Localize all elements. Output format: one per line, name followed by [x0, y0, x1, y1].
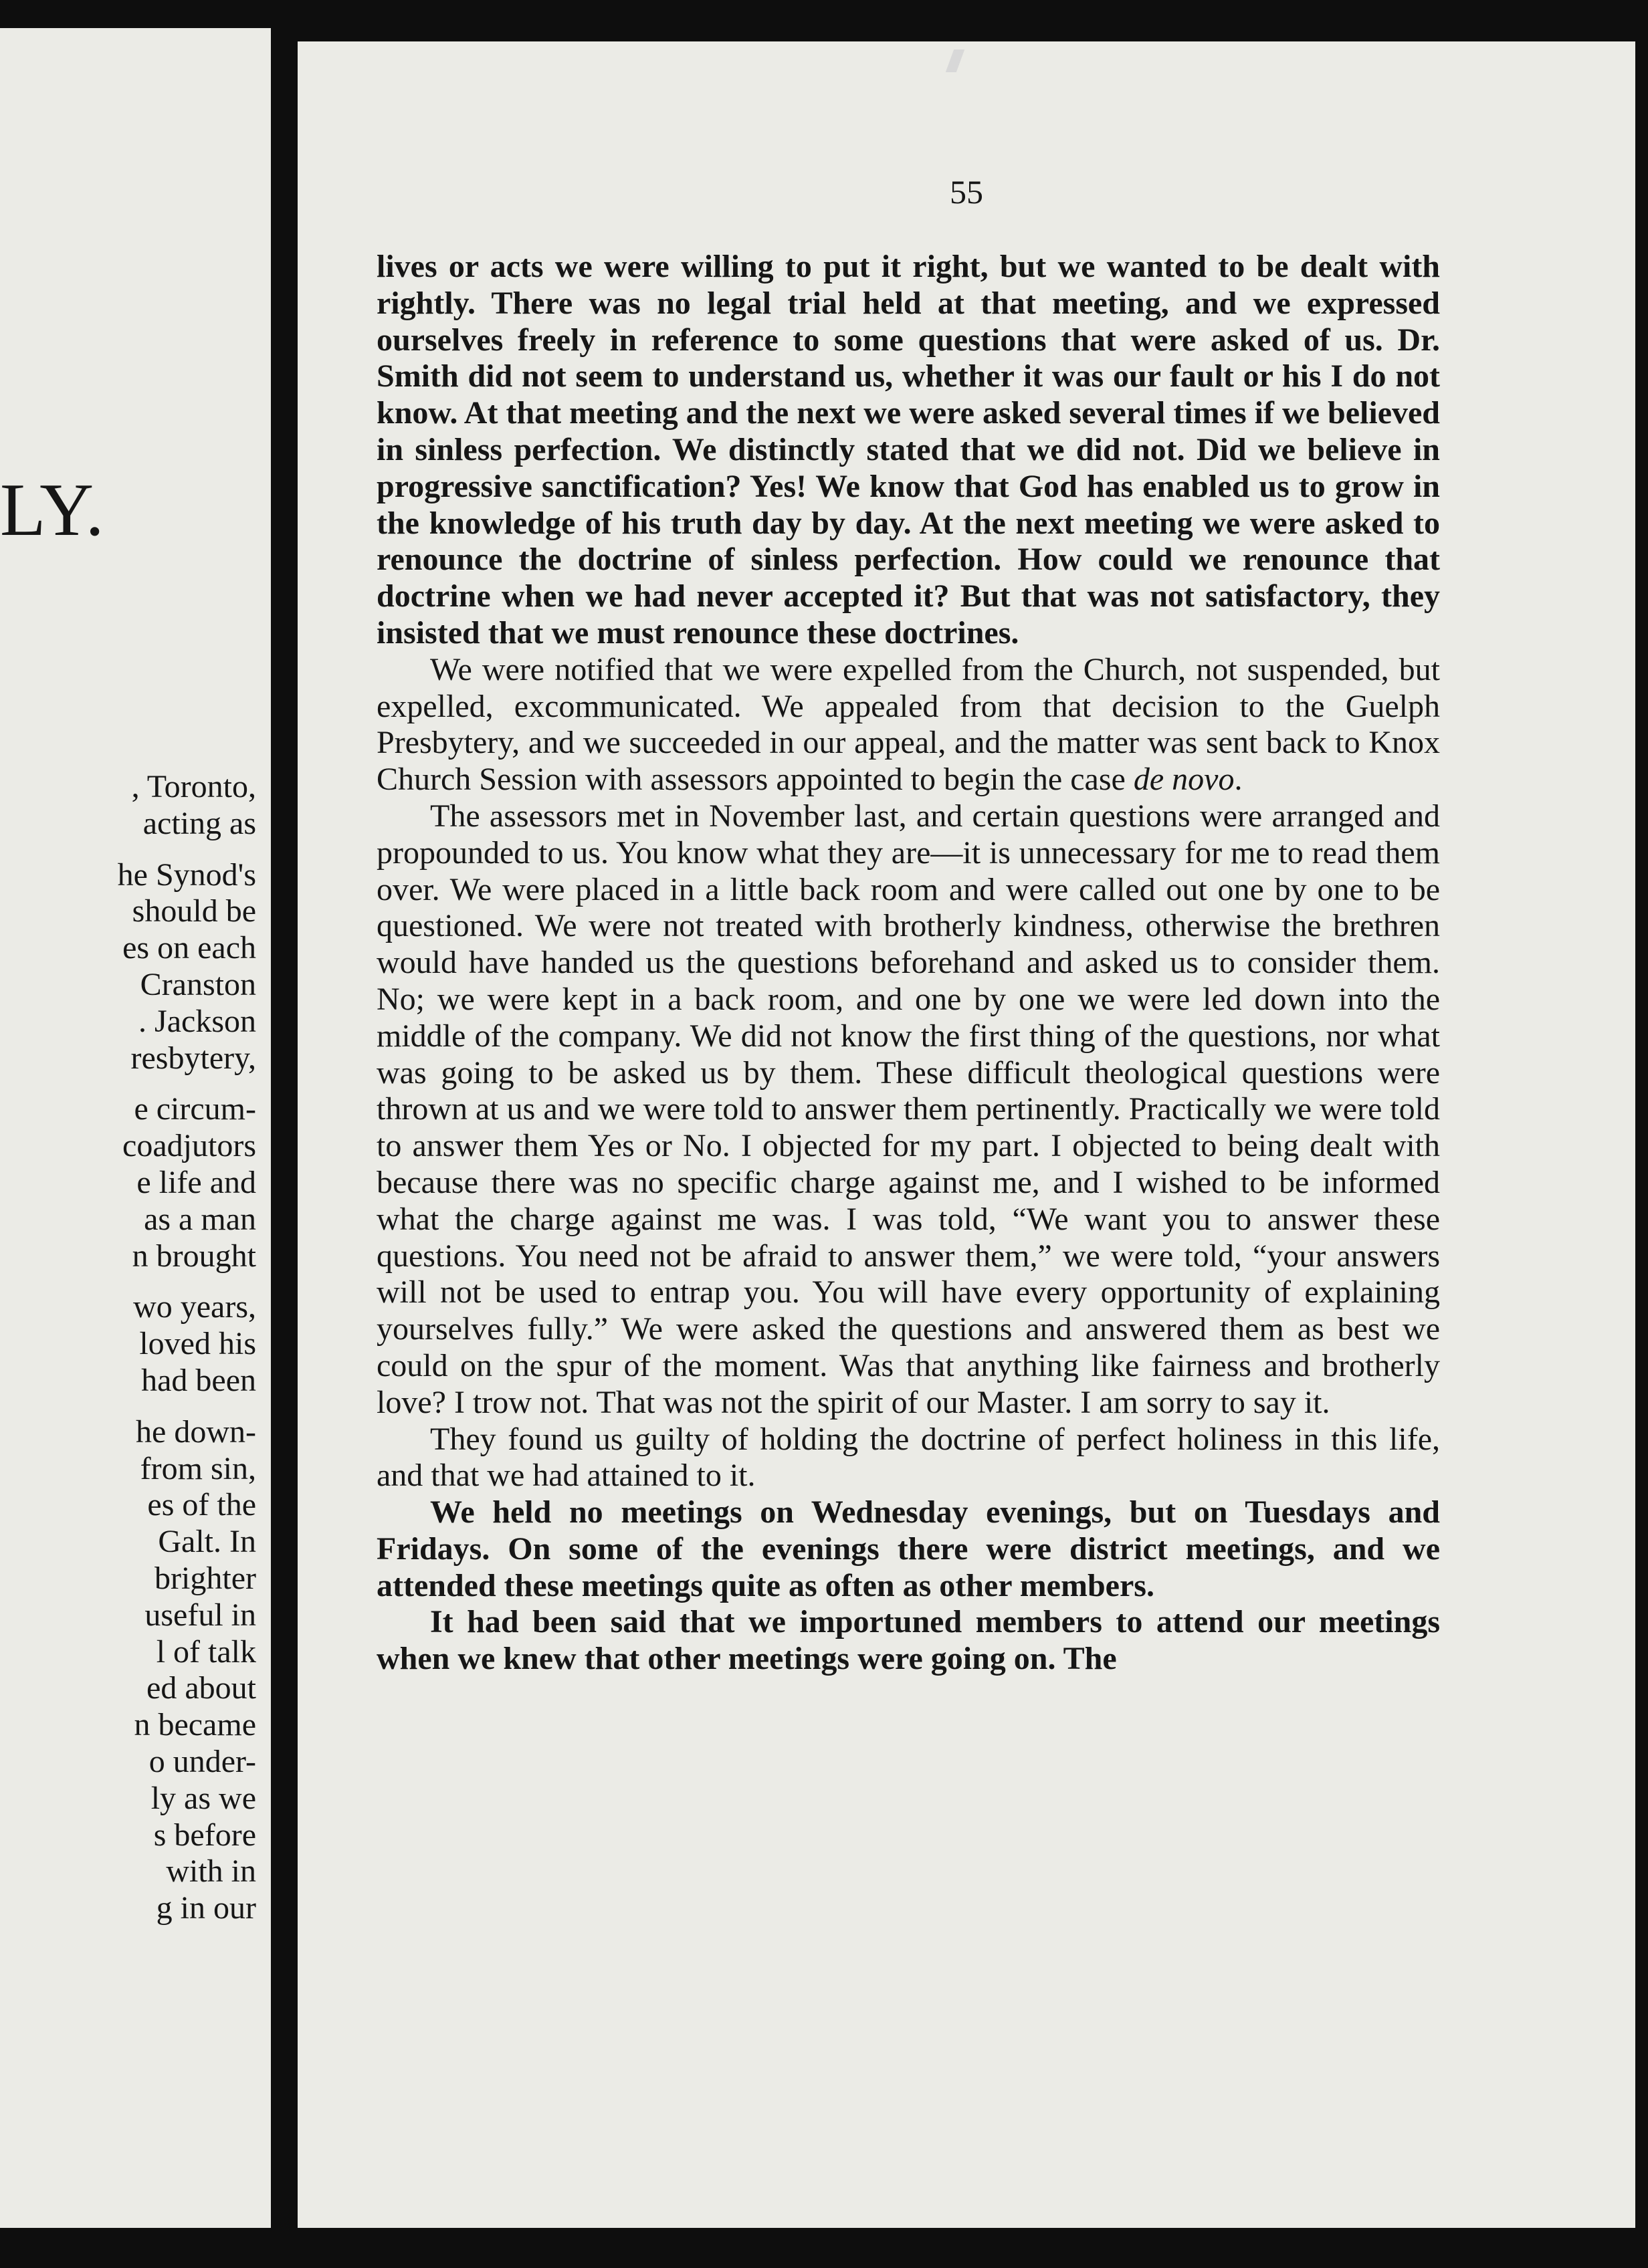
- paragraph-6: It had been said that we importuned members to attend our meetings when we knew that other meetings were going on. The: [377, 1604, 1440, 1677]
- previous-page-line: with in: [158, 1853, 256, 1890]
- previous-page-line: Cranston: [132, 966, 256, 1002]
- paragraph-2: [377, 652, 1440, 798]
- previous-page-line: loved his: [139, 1326, 256, 1362]
- previous-page-line: should be: [124, 893, 256, 929]
- paragraph-2-text: We were notified that we were expelled from the Church, not suspended, but expelled, excommunicated. We appealed from that decision to the Guelph Presbytery, and we succeeded in our appeal, and the matter was sent back to Knox Church Session with assessors appointed to begin the case: [377, 651, 1440, 798]
- previous-page-line: acting as: [134, 805, 256, 841]
- body-text: [377, 249, 1440, 1678]
- previous-page-line: e circum-: [134, 1091, 256, 1127]
- paragraph-3: The assessors met in November last, and certain questions were arranged and propounded to us. You know what they are—it is unnecessary for me to read them over. We were placed in a little back room and were called out one by one to be questioned. We were not treated with brotherly kindness, otherwise the brethren would have handed us the questions beforehand and asked us to consider them. No; we were kept in a back room, and one by one we were led down into the middle of the company. We did not know the first thing of the questions, nor what was going to be asked us by them. These difficult theological questions were thrown at us and we were told to answer them pertinently. Practically we were told to answer them Yes or No. I objected for my part. I objected to being dealt with because there was no specific charge against me, and I wished to be informed what the charge against me was. I was told, “We want you to answer these questions. You need not be afraid to answer them,” we were told, “your answers will not be used to entrap you. You will have every opportunity of explaining yourselves fully.” We were asked the questions and answered them as best we could on the spur of the moment. Was that anything like fairness and brotherly love? I trow not. That was not the spirit of our Master. I am sorry to say it.: [377, 798, 1440, 1420]
- previous-page-line: from sin,: [140, 1450, 256, 1486]
- previous-page-line: brighter: [146, 1560, 256, 1596]
- document-page: [298, 41, 1635, 2228]
- previous-page-line: n brought: [132, 1238, 256, 1274]
- previous-page-line: . Jackson: [138, 1003, 256, 1039]
- previous-page-text: [118, 769, 256, 1927]
- previous-page-line: had been: [133, 1362, 256, 1398]
- previous-page-line: he Synod's: [117, 857, 256, 893]
- previous-page-gap: [118, 1399, 256, 1414]
- previous-page-line: he down-: [136, 1413, 256, 1450]
- page-number: 55: [950, 173, 983, 211]
- previous-page-line: as a man: [144, 1201, 256, 1237]
- previous-page-line: n became: [134, 1707, 256, 1743]
- previous-page-line: g in our: [156, 1890, 256, 1926]
- paragraph-4: They found us guilty of holding the doctrine of perfect holiness in this life, and that we had attained to it.: [377, 1421, 1440, 1494]
- previous-page-line: e life and: [136, 1164, 256, 1200]
- previous-page-line: o under-: [148, 1743, 256, 1779]
- paragraph-2-end: .: [1234, 762, 1243, 798]
- previous-page-line: useful in: [144, 1597, 256, 1633]
- previous-page-line: ly as we: [150, 1780, 256, 1816]
- paragraph-5: We held no meetings on Wednesday evenings, but on Tuesdays and Fridays. On some of the evenings there were district meetings, and we attended these meetings quite as often as other members.: [377, 1494, 1440, 1603]
- previous-page-gap: [118, 1274, 256, 1289]
- paragraph-1: lives or acts we were willing to put it right, but we wanted to be dealt with rightly. There was no legal trial held at that meeting, and we expressed ourselves freely in reference to some questions that were asked of us. Dr. Smith did not seem to understand us, whether it was our fault or his I do not know. At that meeting and the next we were asked several times if we believed in sinless perfection. We distinctly stated that we did not. Did we believe in progressive sanctification? Yes! We know that God has enabled us to grow in the knowledge of his truth day by day. At the next meeting we were asked to renounce the doctrine of sinless perfection. How could we renounce that doctrine when we had never accepted it? But that was not satisfactory, they insisted that we must renounce these doctrines.: [377, 249, 1440, 651]
- previous-page-line: es on each: [122, 930, 256, 966]
- previous-page-line: coadjutors: [122, 1128, 256, 1164]
- previous-page-line: , Toronto,: [131, 769, 256, 804]
- previous-page-gap: [118, 842, 256, 857]
- previous-page-heading: LY.: [0, 469, 106, 552]
- previous-page-line: resbytery,: [130, 1040, 256, 1076]
- previous-page-line: l of talk: [156, 1633, 256, 1670]
- previous-page-line: Galt. In: [158, 1524, 256, 1560]
- previous-page-edge: [0, 28, 271, 2228]
- previous-page-gap: [118, 1076, 256, 1091]
- paragraph-2-italic: de novo: [1133, 762, 1235, 798]
- previous-page-line: wo years,: [133, 1289, 256, 1325]
- previous-page-line: s before: [153, 1817, 256, 1853]
- scan-mark: [946, 49, 964, 72]
- previous-page-line: es of the: [147, 1487, 256, 1523]
- previous-page-line: ed about: [146, 1670, 256, 1706]
